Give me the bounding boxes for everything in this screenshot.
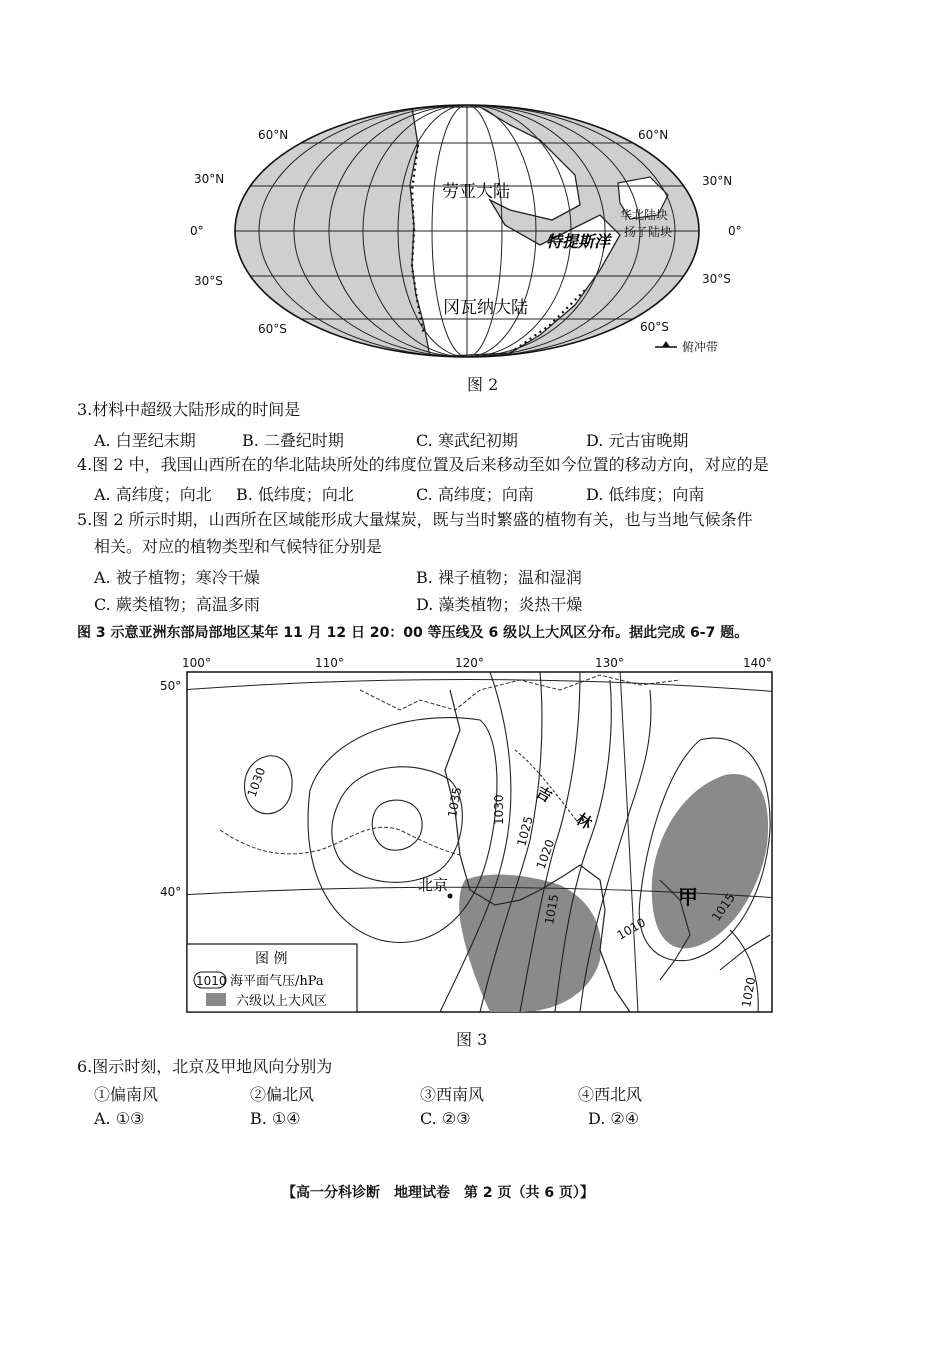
- q6-item-3: ③西南风: [420, 1085, 485, 1104]
- jilin-label-1: 吉: [533, 782, 556, 806]
- figure-3-caption: 图 3: [456, 1030, 488, 1049]
- page-footer: 【高一分科诊断 地理试卷 第 2 页（共 6 页）】: [282, 1185, 594, 1201]
- legend-wind-text: 六级以上大风区: [236, 994, 328, 1009]
- jilin-label-2: 林: [573, 809, 596, 833]
- beijing-label: 北京: [418, 876, 449, 894]
- isobar-label-1035: 1035: [445, 786, 465, 819]
- figure-3-isobar-map: [160, 650, 780, 1020]
- yangtze-label: 扬子陆块: [624, 225, 673, 239]
- subduction-legend-text: 俯冲带: [682, 340, 719, 354]
- q5-stem-line1: 5.图 2 所示时期，山西所在区域能形成大量煤炭，既与当时繁盛的植物有关，也与当地气候条件: [77, 510, 753, 529]
- q4-stem: 4.图 2 中，我国山西所在的华北陆块所处的纬度位置及后来移动至如今位置的移动方向，对应的是: [77, 455, 769, 474]
- q5-option-b: B. 裸子植物；温和湿润: [416, 568, 582, 587]
- lon-label-110: 110°: [315, 656, 344, 670]
- q4-option-b: B. 低纬度；向北: [236, 485, 354, 504]
- q3-option-b: B. 二叠纪时期: [242, 431, 344, 450]
- q6-option-b: B. ①④: [250, 1109, 301, 1128]
- q5-stem-line2: 相关。对应的植物类型和气候特征分别是: [94, 537, 383, 556]
- lat-label-60n-left: 60°N: [258, 128, 289, 142]
- lat-label-0-right: 0°: [728, 224, 742, 238]
- q6-item-1: ①偏南风: [94, 1085, 159, 1104]
- q6-item-4: ④西北风: [578, 1085, 643, 1104]
- lat-label-60s-left: 60°S: [258, 322, 287, 336]
- figure-2-caption: 图 2: [467, 375, 499, 394]
- lat-label-50: 50°: [160, 679, 182, 693]
- isobar-label-1020-east: 1020: [739, 976, 759, 1009]
- legend-title: 图 例: [255, 951, 288, 967]
- jia-label: 甲: [678, 885, 698, 909]
- legend-isobar-value: 1010: [196, 974, 227, 988]
- lat-label-30n-right: 30°N: [702, 174, 733, 188]
- q3-option-a: A. 白垩纪末期: [94, 431, 196, 450]
- eurasia-label: 劳亚大陆: [442, 182, 510, 202]
- q6-option-d: D. ②④: [588, 1109, 640, 1128]
- q4-option-a: A. 高纬度；向北: [94, 485, 212, 504]
- q6-option-a: A. ①③: [94, 1109, 145, 1128]
- lon-label-140: 140°: [743, 656, 772, 670]
- q3-option-d: D. 元古宙晚期: [586, 431, 689, 450]
- lat-label-30s-right: 30°S: [702, 272, 731, 286]
- lat-label-60s-right: 60°S: [640, 320, 669, 334]
- beijing-marker: [448, 894, 453, 899]
- q5-option-d: D. 藻类植物；炎热干燥: [416, 595, 583, 614]
- lat-label-0-left: 0°: [190, 224, 204, 238]
- figure-3-legend: [187, 944, 357, 1012]
- q6-7-intro: 图 3 示意亚洲东部局部地区某年 11 月 12 日 20：00 等压线及 6 级以上大风区分布。据此完成 6-7 题。: [77, 625, 749, 641]
- lon-label-130: 130°: [595, 656, 624, 670]
- figure-2-paleo-map: [180, 95, 770, 365]
- legend-isobar-text: 海平面气压/hPa: [230, 974, 324, 989]
- isobar-label-1015-east: 1015: [708, 890, 738, 924]
- lon-label-100: 100°: [182, 656, 211, 670]
- north-china-label: 华北陆块: [620, 208, 669, 222]
- q6-option-c: C. ②③: [420, 1109, 471, 1128]
- lat-label-30n-left: 30°N: [194, 172, 225, 186]
- lat-label-60n-right: 60°N: [638, 128, 669, 142]
- q5-option-a: A. 被子植物；寒冷干燥: [94, 568, 260, 587]
- q6-item-2: ②偏北风: [250, 1085, 315, 1104]
- isobar-label-1025: 1025: [514, 814, 536, 848]
- gondwana-label: 冈瓦纳大陆: [443, 298, 528, 318]
- lon-label-120: 120°: [455, 656, 484, 670]
- q6-stem: 6.图示时刻，北京及甲地风向分别为: [77, 1057, 333, 1076]
- q3-stem: 3.材料中超级大陆形成的时间是: [77, 400, 301, 419]
- isobar-label-1010: 1010: [614, 915, 648, 943]
- isobar-label-1015-south: 1015: [542, 893, 562, 926]
- legend-wind-swatch: [206, 993, 226, 1006]
- lat-label-30s-left: 30°S: [194, 274, 223, 288]
- q4-option-d: D. 低纬度；向南: [586, 485, 705, 504]
- subduction-legend: [655, 339, 718, 354]
- isobar-label-1030-east: 1030: [492, 794, 506, 825]
- q3-option-c: C. 寒武纪初期: [416, 431, 518, 450]
- q4-option-c: C. 高纬度；向南: [416, 485, 534, 504]
- lat-label-40: 40°: [160, 885, 182, 899]
- isobar-label-1030-west: 1030: [244, 765, 269, 800]
- q5-option-c: C. 蕨类植物；高温多雨: [94, 595, 260, 614]
- isobar-label-1020: 1020: [533, 837, 558, 872]
- tethys-label: 特提斯洋: [546, 232, 611, 251]
